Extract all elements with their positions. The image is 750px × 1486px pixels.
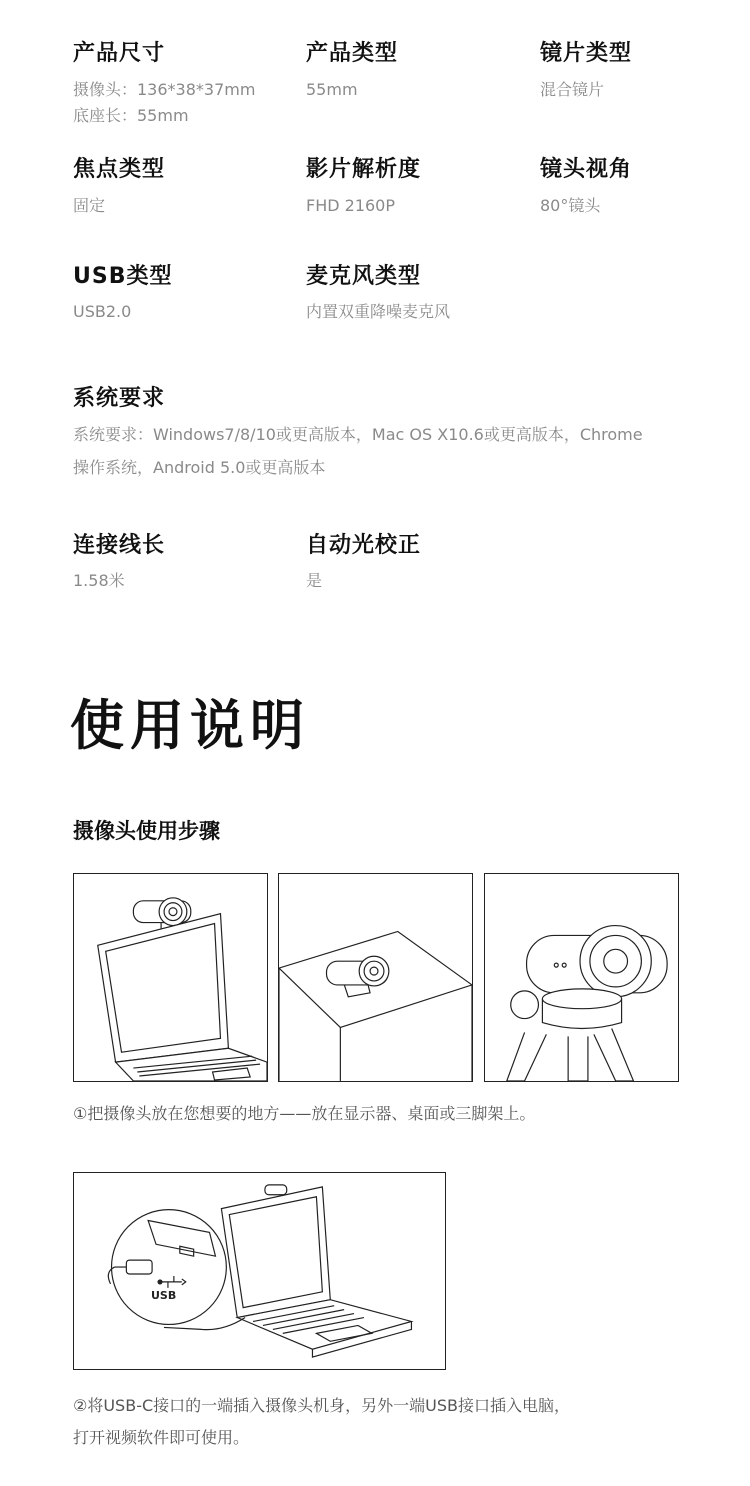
spec-value-mic-type: 内置双重降噪麦克风 [306, 302, 451, 321]
spec-title-auto-light: 自动光校正 [306, 533, 422, 558]
spec-title-mic-type: 麦克风类型 [306, 264, 422, 289]
step1-tripod-illustration [484, 873, 679, 1082]
spec-value-auto-light: 是 [306, 571, 323, 590]
spec-value-base-length: 底座长：55mm [73, 106, 189, 125]
spec-value-camera-size: 摄像头：136*38*37mm [73, 80, 256, 99]
spec-title-usb-type: USB类型 [73, 264, 173, 289]
spec-value-system-line1: 系统要求：Windows7/8/10或更高版本，Mac OS X10.6或更高版本，Chrome [73, 425, 643, 444]
step1-monitor-illustration [73, 873, 268, 1082]
spec-title-system: 系统要求 [73, 386, 166, 411]
spec-value-cable-length: 1.58米 [73, 571, 125, 590]
spec-value-product-type: 55mm [306, 80, 358, 99]
spec-title-cable-length: 连接线长 [73, 533, 166, 558]
spec-value-system [73, 418, 693, 484]
step2-caption [73, 1390, 570, 1454]
spec-title-product-size: 产品尺寸 [73, 41, 166, 66]
usb-label: USB [151, 1289, 177, 1302]
step2-usb-illustration [73, 1172, 446, 1370]
spec-value-resolution: FHD 2160P [306, 196, 396, 215]
spec-value-lens-type: 混合镜片 [540, 80, 605, 99]
spec-value-view-angle: 80°镜头 [540, 196, 601, 215]
spec-title-product-type: 产品类型 [306, 41, 399, 66]
step1-caption: ①把摄像头放在您想要的地方——放在显示器、桌面或三脚架上。 [73, 1104, 536, 1123]
step2-caption-line2: 打开视频软件即可使用。 [73, 1428, 250, 1447]
step1-desk-illustration [278, 873, 473, 1082]
spec-title-view-angle: 镜头视角 [540, 157, 633, 182]
step2-caption-line1: ②将USB-C接口的一端插入摄像头机身，另外一端USB接口插入电脑， [73, 1396, 570, 1415]
spec-value-usb-type: USB2.0 [73, 302, 132, 321]
instructions-subtitle: 摄像头使用步骤 [73, 819, 220, 843]
instructions-title: 使用说明 [70, 694, 310, 757]
spec-value-system-line2: 操作系统，Android 5.0或更高版本 [73, 458, 326, 477]
spec-value-focus-type: 固定 [73, 196, 106, 215]
spec-title-focus-type: 焦点类型 [73, 157, 166, 182]
spec-title-resolution: 影片解析度 [306, 157, 422, 182]
spec-title-lens-type: 镜片类型 [540, 41, 633, 66]
